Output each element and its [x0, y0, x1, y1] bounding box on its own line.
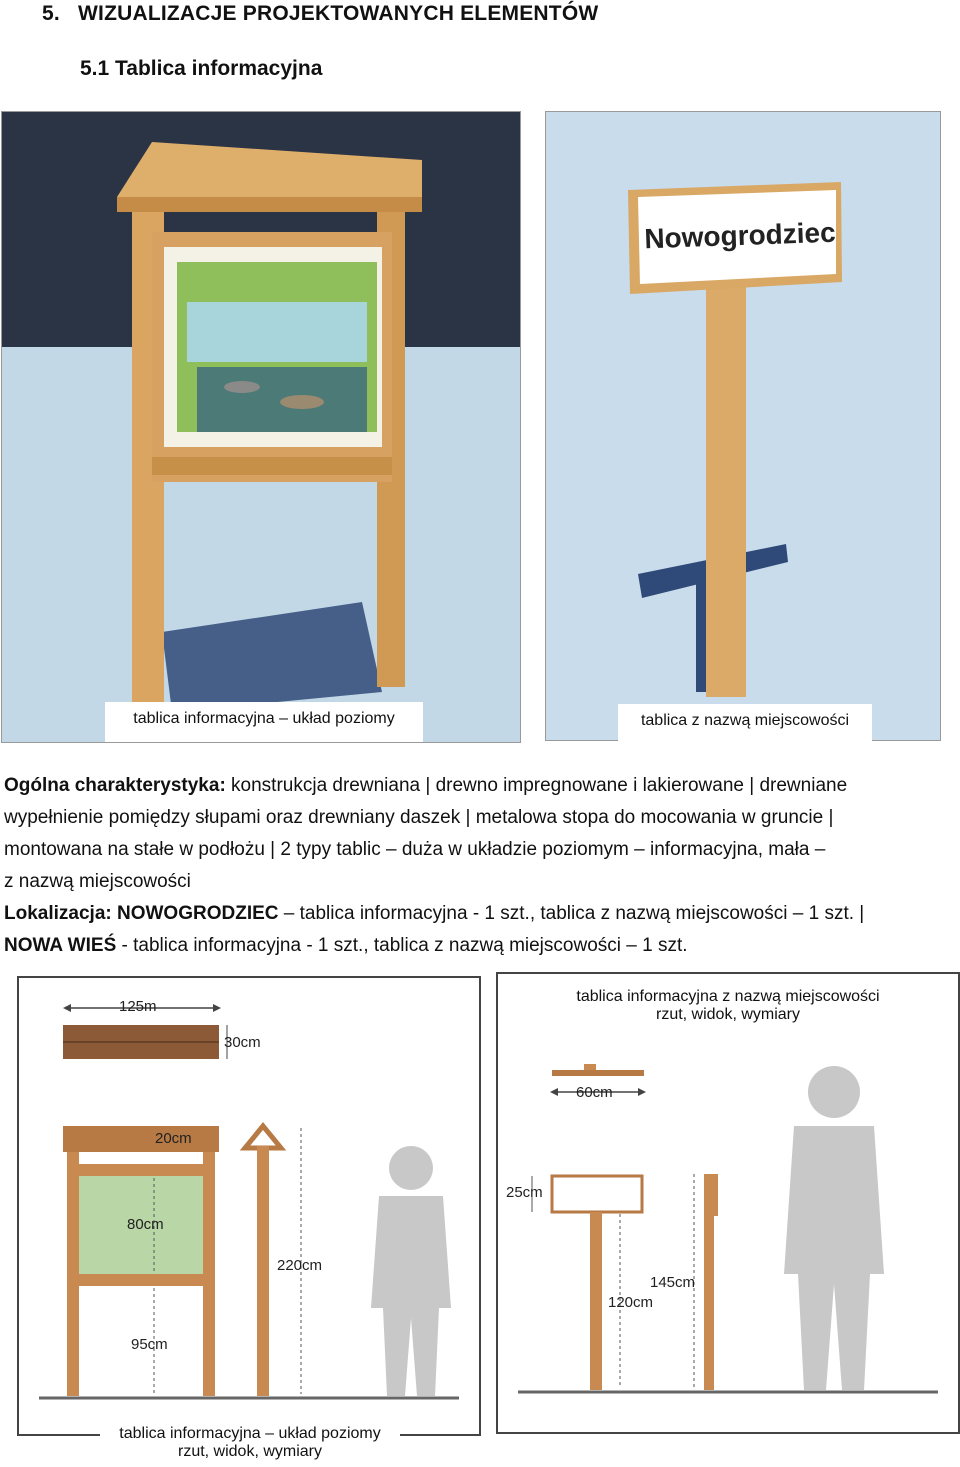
- place-sign-text: Nowogrodziec: [643, 216, 837, 255]
- place-sign-caption: tablica z nazwą miejscowości: [618, 704, 872, 744]
- dim-roof-label: 20cm: [155, 1130, 192, 1147]
- general-line-4: z nazwą miejscowości: [4, 871, 191, 892]
- place-sign-drawing: [496, 972, 960, 1434]
- person-silhouette-right: [784, 1066, 884, 1390]
- location-label: Lokalizacja:: [4, 903, 112, 924]
- info-board-drawing-caption: tablica informacyjna – układ poziomy rzut, widok, wymiary: [100, 1425, 400, 1461]
- dim-width-label: 125m: [119, 998, 157, 1015]
- general-line-1: Ogólna charakterystyka: konstrukcja drewniana | drewno impregnowane i lakierowane | drewniane: [4, 775, 848, 796]
- description: [4, 770, 954, 962]
- section-heading: [42, 2, 598, 26]
- info-board-drawing: [17, 976, 481, 1436]
- general-line-2: wypełnienie pomiędzy słupami oraz drewniany daszek | metalowa stopa do mocowania w gruncie |: [4, 807, 834, 828]
- info-board-photo: [1, 111, 521, 743]
- dim-panel-label: 80cm: [127, 1216, 164, 1233]
- dim-post-label: 120cm: [608, 1294, 654, 1311]
- dim-bottom-label: 95cm: [131, 1336, 168, 1353]
- person-silhouette-left: [371, 1146, 451, 1396]
- location-line-1: Lokalizacja: NOWOGRODZIEC – tablica informacyjna - 1 szt., tablica z nazwą miejscowości – 1 szt. |: [4, 903, 865, 924]
- dim-total-label: 145cm: [650, 1274, 696, 1291]
- location-1-name: NOWOGRODZIEC: [111, 903, 279, 924]
- general-line-3: montowana na stałe w podłożu | 2 typy tablic – duża w układzie poziomym – informacyjna, mała –: [4, 839, 826, 860]
- section-number: 5.: [42, 2, 60, 25]
- location-line-2: NOWA WIEŚ - tablica informacyjna - 1 szt., tablica z nazwą miejscowości – 1 szt.: [4, 935, 688, 956]
- place-sign-drawing-caption: tablica informacyjna z nazwą miejscowości rzut, widok, wymiary: [576, 988, 880, 1023]
- place-sign-photo: [545, 111, 941, 741]
- general-label: Ogólna charakterystyka:: [4, 775, 226, 796]
- dim-sign-label: 25cm: [506, 1184, 543, 1201]
- section-title: WIZUALIZACJE PROJEKTOWANYCH ELEMENTÓW: [78, 2, 599, 25]
- dim-total-label: 220cm: [277, 1257, 323, 1274]
- subsection-heading: 5.1 Tablica informacyjna: [80, 57, 323, 80]
- location-2-name: NOWA WIEŚ: [4, 935, 117, 956]
- info-board-caption: tablica informacyjna – układ poziomy: [105, 702, 423, 742]
- dim-depth-label: 30cm: [224, 1034, 261, 1051]
- dim-width-label: 60cm: [576, 1084, 613, 1101]
